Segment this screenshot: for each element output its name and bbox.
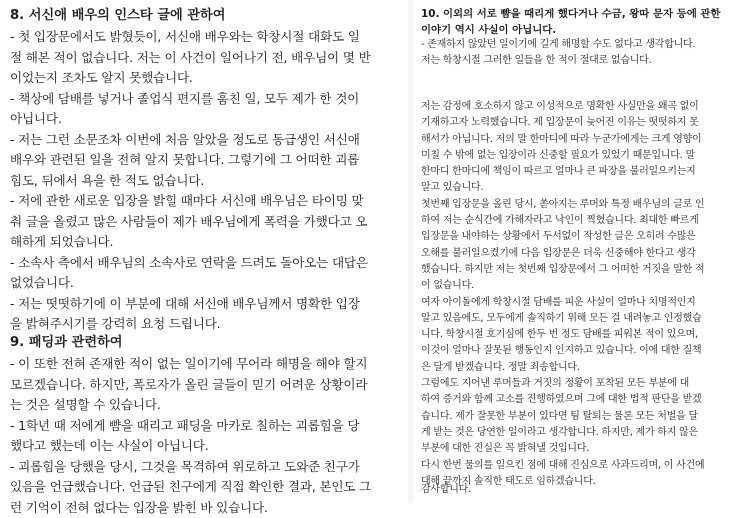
section-8-body: - 첫 입장문에서도 밝혔듯이, 서신애 배우와는 학창시절 대화도 일 절 해본 적이 없습니다. 저는 이 사건이 일어나기 전, 배우님이 몇 반 이었는지 조차도 알지 못했습니다. - 책상에 담배를 넣거나 졸업식 편지를 훔친 일, 모두 제가 한 것이 아닙니다. - 저는 그런 소문조차 이번에 처음 알았을 정도로 동급생인 서신애 배우와 관련된 일을 전혀 알지 못합니다. 그렇기에 그 어떠한 괴롭 힘도, 뒤에서 욕을 한 적도 없습니다. - 저에 관한 새로운 입장을 밝힐 때마다 서신애 배우님은 타이밍 맞 춰 글을 올렸고 많은 사람들이 제가 배우님에게 폭력을 가했다고 오 해하게 되었습니다. - 소속사 측에서 배우님의 소속사로 연락을 드려도 돌아오는 대답은 없었습니다. - 저는 떳떳하기에 이 부분에 대해 서신애 배우님께서 명확한 입장 을 밝혀주시기를 강력히 요청 드립니다.: [10, 29, 371, 331]
closing-thanks: 감사합니다.: [421, 484, 471, 495]
section-9-heading: 9. 패딩과 관련하여: [10, 335, 123, 350]
section-9-body: - 이 또한 전혀 존재한 적이 없는 일이기에 무어라 해명을 해야 할지 모르겠습니다. 하지만, 폭로자가 올린 글들이 믿기 어려운 상황이라 는 것은 설명할 수 있습니다. - 1학년 때 저에게 뺨을 때리고 패딩을 마카로 칠하는 괴롭힘을 당 했다고 했는데 이는 사실이 아닙니다. - 괴롭힘을 당했을 당시, 그것을 목격하여 위로하고 도와준 친구가 있음을 언급했습니다. 언급된 친구에게 직접 확인한 결과, 본인도 그 런 기억이 전혀 없다는 입장을 밝힌 바 있습니다.: [10, 356, 372, 515]
section-10-body: - 존재하지 않았던 일이기에 길게 해명할 수도 없다고 생각합니다. 저는 학창시절 그러한 일들을 한 적이 절대로 없습니다.: [421, 39, 696, 67]
section-8-heading: 8. 서신애 배우의 인스타 글에 관하여: [10, 8, 226, 23]
closing-statement-body: 저는 감정에 호소하지 않고 이성적으로 명확한 사실만을 왜곡 없이 기재하고자 노력했습니다. 제 입장문이 늦어진 이유는 떳떳하지 못 해서가 아닙니다. 저의 말 한마디에 따라 누군가에게는 크게 영향이 미칠 수 밖에 없는 입장이라 신중할 필요가 있었기 때문입니다. 말 한마디 한마디에 책임이 따르고 얼마나 큰 파장을 불러일으키는지 알고 있습니다. 첫번째 입장문을 올린 당시, 쏟아지는 루머와 특정 배우님의 글로 인 하여 저는 순식간에 가해자라고 낙인이 찍혔습니다. 최대한 빠르게 입장문을 내야하는 상황에서 두서없이 작성한 글은 오히려 수많은 오해를 불러일으켰기에 다음 입장문은 더욱 신중해야 한다고 생각 했습니다. 하지만 저는 첫번째 입장문에서 그 어떠한 거짓을 말한 적 이 없습니다. 여자 아이돌에게 학창시절 담배를 피운 사실이 얼마나 치명적인지 알고 있음에도, 모두에게 솔직하기 위해 모든 걸 내려놓고 인정했습 니다. 학창시절 호기심에 한두 번 정도 담배를 피워본 적이 있으며, 이것이 얼마나 잘못된 행동인지 인지하고 있습니다. 이에 대한 질책 은 달게 받겠습니다. 정말 죄송합니다. 그럼에도 지어낸 루머들과 거짓의 정황이 포착된 모든 부분에 대 하여 증거와 함께 고소를 진행하였으며 그에 대한 법적 판단을 받겠 습니다. 제가 잘못한 부분이 있다면 팀 탈퇴는 물론 모든 처벌을 달 게 받는 것은 당연한 일이라고 생각합니다. 하지만, 제가 하지 않은 부분에 대한 진실은 꼭 밝혀낼 것입니다. 다시 한번 물의를 일으킨 점에 대해 진심으로 사과드리며, 이 사건에 대해 끝까지 솔직한 태도로 임하겠습니다.: [421, 101, 705, 487]
right-statement-page: [413, 0, 750, 503]
section-10-heading: 10. 이외의 서로 뺨을 때리게 했다거나 수금, 왕따 문자 등에 관한 이야기 역시 사실이 아닙니다.: [421, 8, 721, 36]
